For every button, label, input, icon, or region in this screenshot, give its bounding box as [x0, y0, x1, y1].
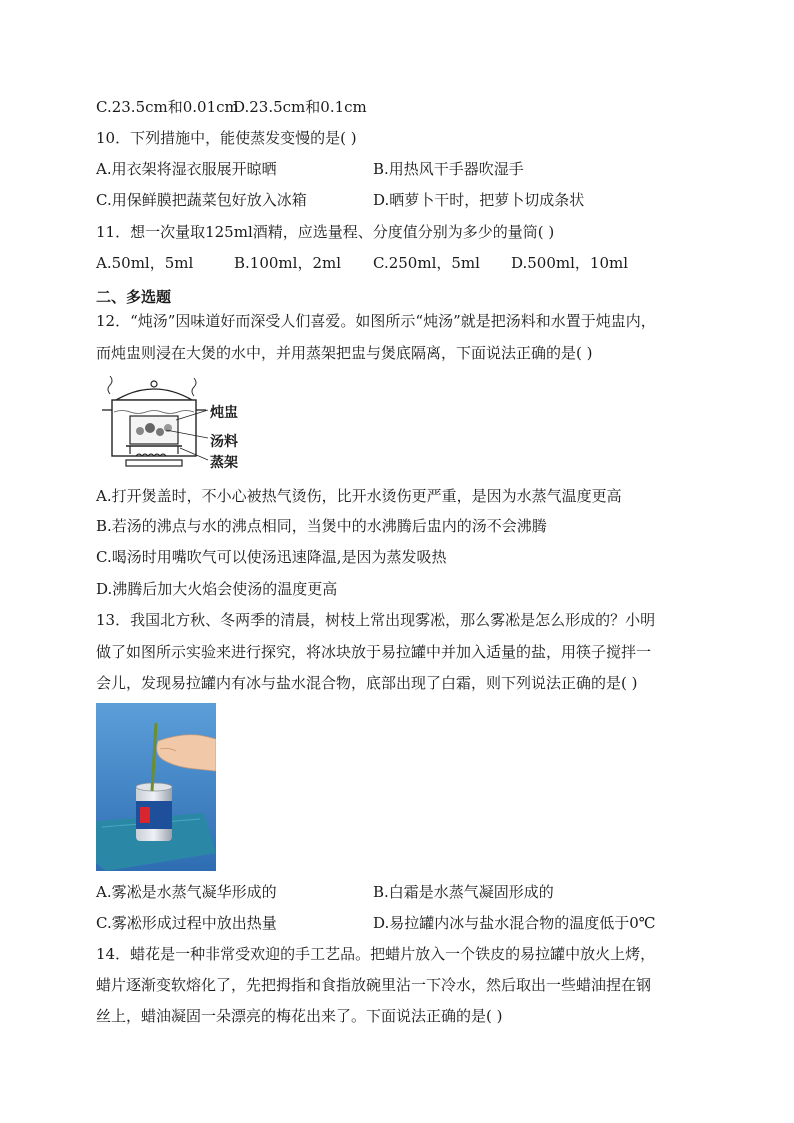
q14-stem-line-2: 蜡片逐渐变软熔化了，先把拇指和食指放碗里沾一下冷水，然后取出一些蜡油捏在钢 — [96, 976, 652, 994]
q13-option-a: A.雾凇是水蒸气凝华形成的 — [96, 883, 277, 901]
q13-stem-line-2: 做了如图所示实验来进行探究，将冰块放于易拉罐中并加入适量的盐，用筷子搅拌一 — [96, 643, 652, 661]
label-tangliao: 汤料 — [210, 434, 238, 450]
q13-option-b: B.白霜是水蒸气凝固形成的 — [373, 883, 554, 901]
q13-stem-line-3: 会儿，发现易拉罐内有冰与盐水混合物，底部出现了白霜，则下列说法正确的是( ) — [96, 674, 638, 692]
label-dunzhong: 炖盅 — [210, 405, 238, 421]
q13-stem-line-1: 13．我国北方秋、冬两季的清晨，树枝上常出现雾凇，那么雾凇是怎么形成的？小明 — [96, 611, 656, 629]
q12-stem-line-2: 而炖盅则浸在大煲的水中，并用蒸架把盅与煲底隔离，下面说法正确的是( ) — [96, 344, 593, 362]
q10-option-b: B.用热风干手器吹湿手 — [373, 160, 524, 178]
q10-stem: 10．下列措施中，能使蒸发变慢的是( ) — [96, 129, 357, 147]
q10-option-d: D.晒萝卜干时，把萝卜切成条状 — [373, 191, 585, 209]
q14-stem-line-1: 14．蜡花是一种非常受欢迎的手工艺品。把蜡片放入一个铁皮的易拉罐中放火上烤， — [96, 945, 656, 963]
q9-option-d: D.23.5cm和0.1cm — [233, 98, 367, 116]
section-title: 二、多选题 — [96, 288, 172, 306]
q12-option-d: D.沸腾后加大火焰会使汤的温度更高 — [96, 580, 338, 598]
q9-option-c: C.23.5cm和0.01cm — [96, 98, 239, 116]
q11-option-b: B.100ml，2ml — [234, 254, 342, 272]
can-photo-illustration — [96, 703, 216, 871]
q12-stem-line-1: 12．“炖汤”因味道好而深受人们喜爱。如图所示“炖汤”就是把汤料和水置于炖盅内， — [96, 312, 656, 330]
q13-option-c: C.雾凇形成过程中放出热量 — [96, 914, 277, 932]
q10-option-c: C.用保鲜膜把蔬菜包好放入冰箱 — [96, 191, 307, 209]
q12-option-c: C.喝汤时用嘴吹气可以使汤迅速降温,是因为蒸发吸热 — [96, 548, 447, 566]
q11-stem: 11．想一次量取125ml酒精，应选量程、分度值分别为多少的量筒( ) — [96, 223, 555, 241]
q11-option-d: D.500ml，10ml — [511, 254, 629, 272]
q12-option-a: A.打开煲盖时，不小心被热气烫伤，比开水烫伤更严重，是因为水蒸气温度更高 — [96, 487, 622, 505]
q11-option-c: C.250ml，5ml — [373, 254, 480, 272]
q14-stem-line-3: 丝上，蜡油凝固一朵漂亮的梅花出来了。下面说法正确的是( ) — [96, 1007, 503, 1025]
stew-pot-diagram — [96, 376, 256, 470]
q12-option-b: B.若汤的沸点与水的沸点相同，当煲中的水沸腾后盅内的汤不会沸腾 — [96, 517, 547, 535]
q13-option-d: D.易拉罐内冰与盐水混合物的温度低于0℃ — [373, 914, 656, 932]
q10-option-a: A.用衣架将湿衣服展开晾晒 — [96, 160, 277, 178]
q11-option-a: A.50ml，5ml — [96, 254, 194, 272]
label-zhengjia: 蒸架 — [210, 455, 238, 471]
can-experiment-photo — [96, 703, 216, 871]
